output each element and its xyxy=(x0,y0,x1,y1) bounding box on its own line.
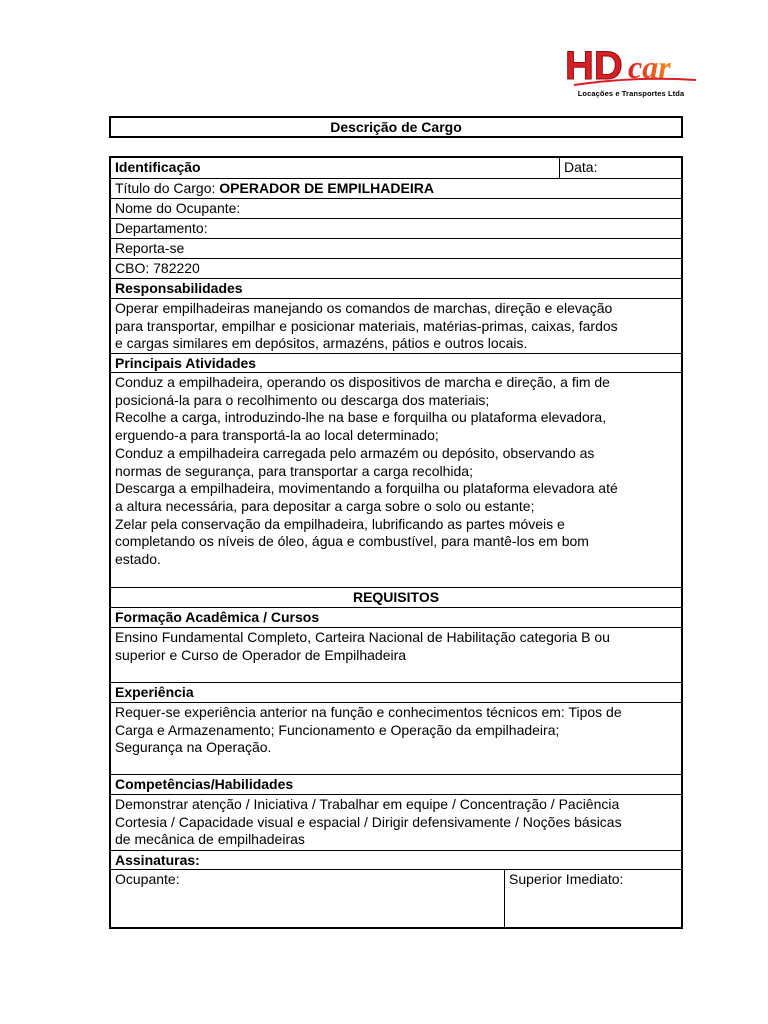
skills-heading-label: Competências/Habilidades xyxy=(115,776,294,792)
responsibilities-heading-label: Responsabilidades xyxy=(115,280,243,296)
occupant-name-field[interactable] xyxy=(111,198,681,218)
skills-text: Demonstrar atenção / Iniciativa / Trabalhar em equipe / Concentração / Paciência Cortesia / Capacidade visual e espacial / Dirigir defensivamente / Noções básicas de mecânica de empilhadeiras xyxy=(111,794,681,850)
main-activities-text: Conduz a empilhadeira, operando os dispositivos de marcha e direção, a fim de posicioná-la para o recolhimento ou descarga dos materiais; Recolhe a carga, introduzindo-lhe na base e forquilha ou plataforma elevadora, erguendo-a para transportá-la ao local determinado; Conduz a empilhadeira carregada pelo armazém ou depósito, observando as normas de segurança, para transportar a carga recolhida; Descarga a empilhadeira, movimentando a forquilha ou plataforma elevadora até a altura necessária, para depositar a carga sobre o solo ou estante; Zelar pela conservação da empilhadeira, lubrificando as partes móveis e completando os níveis de óleo, água e combustível, para mantê-los em bom estado. xyxy=(111,372,681,587)
signatures-heading xyxy=(111,850,681,869)
supervisor-signature-label: Superior Imediato: xyxy=(509,871,624,887)
education-text: Ensino Fundamental Completo, Carteira Nacional de Habilitação categoria B ou superior e Curso de Operador de Empilhadeira xyxy=(111,627,681,682)
reports-to-field[interactable] xyxy=(111,238,681,258)
occupant-signature-label: Ocupante: xyxy=(115,871,180,887)
cbo-label: CBO: 782220 xyxy=(115,260,200,276)
department-label: Departamento: xyxy=(115,220,208,236)
supervisor-signature-field[interactable] xyxy=(505,869,681,927)
requirements-heading-label: REQUISITOS xyxy=(352,589,440,605)
main-activities-heading-label: Principais Atividades xyxy=(115,355,257,371)
date-field[interactable] xyxy=(560,158,681,178)
company-logo xyxy=(564,42,698,100)
signatures-heading-label: Assinaturas: xyxy=(115,852,200,868)
job-description-form xyxy=(109,156,683,929)
education-heading xyxy=(111,607,681,627)
main-activities-heading xyxy=(111,353,681,372)
requirements-heading xyxy=(111,587,681,607)
logo-tagline: Locações e Transportes Ltda xyxy=(577,89,685,98)
department-field[interactable] xyxy=(111,218,681,238)
experience-text: Requer-se experiência anterior na função e conhecimentos técnicos em: Tipos de Carga e Armazenamento; Funcionamento e Operação da empilhadeira; Segurança na Operação. xyxy=(111,702,681,774)
job-title-label: Título do Cargo: xyxy=(115,180,216,196)
experience-heading xyxy=(111,682,681,702)
date-label: Data: xyxy=(564,159,598,175)
responsibilities-heading xyxy=(111,278,681,298)
document-title: Descrição de Cargo xyxy=(109,116,683,138)
logo-brand-suffix: car xyxy=(628,49,671,85)
job-title-value: OPERADOR DE EMPILHADEIRA xyxy=(219,180,434,196)
skills-heading xyxy=(111,774,681,794)
identification-heading-label: Identificação xyxy=(115,159,201,175)
occupant-signature-field[interactable] xyxy=(111,884,504,927)
logo-mark xyxy=(564,42,698,88)
education-heading-label: Formação Acadêmica / Cursos xyxy=(115,609,320,625)
occupant-name-label: Nome do Ocupante: xyxy=(115,200,241,216)
logo-brand-prefix: HD xyxy=(565,44,623,88)
responsibilities-text: Operar empilhadeiras manejando os comandos de marchas, direção e elevação para transportar, empilhar e posicionar materiais, matérias-primas, caixas, fardos e cargas similares em depósitos, armazéns, pátios e outros locais. xyxy=(111,298,681,353)
job-title-row xyxy=(111,178,681,198)
reports-to-label: Reporta-se xyxy=(115,240,185,256)
experience-heading-label: Experiência xyxy=(115,684,194,700)
cbo-row xyxy=(111,258,681,278)
